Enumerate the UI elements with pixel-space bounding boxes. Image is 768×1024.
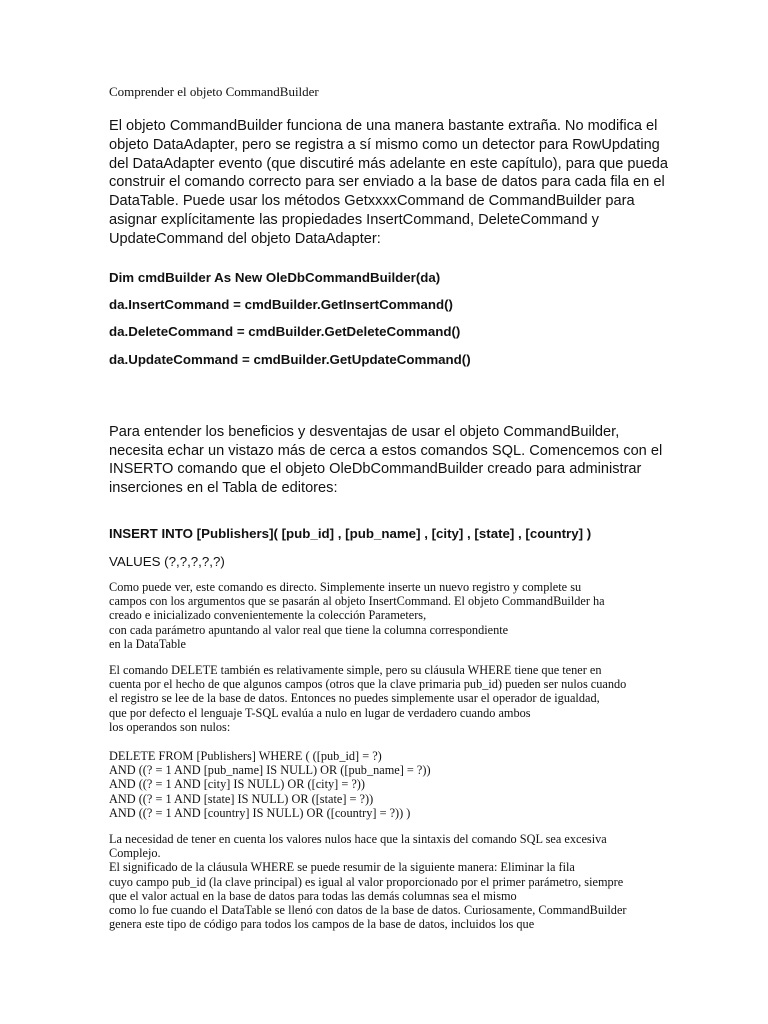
paragraph-line: genera este tipo de código para todos los campos de la base de datos, incluidos los que (109, 917, 535, 932)
sql-line: DELETE FROM [Publishers] WHERE ( ([pub_id] = ?) (109, 749, 382, 763)
intro2-line: necesita echar un vistazo más de cerca a estos comandos SQL. Comencemos con el (109, 442, 663, 459)
paragraph-line: creado e inicializado convenientemente la colección Parameters, (109, 608, 427, 623)
paragraph-line: el registro se lee de la base de datos. Entonces no puedes simplemente usar el operador de igualdad, (109, 691, 600, 706)
paragraph-line: cuyo campo pub_id (la clave principal) es igual al valor proporcionado por el primer parámetro, siempre (109, 874, 624, 889)
insert-statement: INSERT INTO [Publishers]( [pub_id] , [pub_name] , [city] , [state] , [country] ) (109, 526, 592, 541)
paragraph-line: Como puede ver, este comando es directo. Simplemente inserte un nuevo registro y complete su (109, 580, 582, 594)
paragraph-line: los operandos son nulos: (109, 719, 231, 734)
intro2-paragraph (109, 423, 759, 497)
intro-paragraph (109, 117, 759, 249)
paragraph-line: cuenta por el hecho de que algunos campos (otros que la clave primaria pub_id) pueden ser nulos cuando (109, 677, 627, 692)
code-line-update-command: da.UpdateCommand = cmdBuilder.GetUpdateCommand() (109, 352, 471, 367)
paragraph-insert-explanation (109, 580, 759, 651)
paragraph-line: como lo fue cuando el DataTable se llenó con datos de la base de datos. Curiosamente, CommandBuilder (109, 903, 627, 918)
intro2-line: Para entender los beneficios y desventajas de usar el objeto CommandBuilder, (109, 424, 620, 440)
sql-line: AND ((? = 1 AND [city] IS NULL) OR ([city] = ?)) (109, 777, 365, 792)
intro-line: asignar explícitamente las propiedades InsertCommand, DeleteCommand y (109, 211, 599, 228)
code-line-dim: Dim cmdBuilder As New OleDbCommandBuilder(da) (109, 270, 441, 285)
title-text: Comprender el objeto CommandBuilder (109, 84, 319, 99)
paragraph-line: El significado de la cláusula WHERE se puede resumir de la siguiente manera: Eliminar la fila (109, 860, 575, 875)
sql-line: AND ((? = 1 AND [pub_name] IS NULL) OR ([pub_name] = ?)) (109, 763, 431, 778)
intro-line: El objeto CommandBuilder funciona de una manera bastante extraña. No modifica el (109, 118, 658, 134)
sql-line: AND ((? = 1 AND [state] IS NULL) OR ([state] = ?)) (109, 791, 374, 806)
intro-line: objeto DataAdapter, pero se registra a sí mismo como un detector para RowUpdating (109, 136, 660, 153)
paragraph-line: campos con los argumentos que se pasarán al objeto InsertCommand. El objeto CommandBuilder ha (109, 594, 605, 609)
sql-line: AND ((? = 1 AND [country] IS NULL) OR ([country] = ?)) ) (109, 805, 411, 820)
page-title (109, 85, 759, 99)
values-statement: VALUES (?,?,?,?,?) (109, 554, 225, 569)
intro-line: del DataAdapter evento (que discutiré más adelante en este capítulo), para que pueda (109, 155, 668, 172)
paragraph-line: que por defecto el lenguaje T-SQL evalúa a nulo en lugar de verdadero cuando ambos (109, 705, 531, 720)
intro-line: DataTable. Puede usar los métodos GetxxxxCommand de CommandBuilder para (109, 193, 635, 210)
paragraph-line: con cada parámetro apuntando al valor real que tiene la columna correspondiente (109, 622, 509, 637)
paragraph-delete-explanation (109, 663, 759, 734)
paragraph-null-handling (109, 832, 759, 931)
intro-line: construir el comando correcto para ser enviado a la base de datos para cada fila en el (109, 174, 665, 191)
code-line-insert-command: da.InsertCommand = cmdBuilder.GetInsertCommand() (109, 297, 453, 312)
code-line-delete-command: da.DeleteCommand = cmdBuilder.GetDeleteCommand() (109, 324, 461, 339)
paragraph-line: que el valor actual en la base de datos para todas las demás columnas sea el mismo (109, 888, 517, 903)
intro2-line: inserciones en el Tabla de editores: (109, 479, 338, 496)
delete-sql-block (109, 749, 759, 820)
intro2-line: INSERTO comando que el objeto OleDbCommandBuilder creado para administrar (109, 461, 642, 478)
paragraph-line: en la DataTable (109, 636, 186, 651)
paragraph-line: La necesidad de tener en cuenta los valores nulos hace que la sintaxis del comando SQL sea excesiva (109, 832, 607, 846)
paragraph-line: Complejo. (109, 846, 161, 861)
paragraph-line: El comando DELETE también es relativamente simple, pero su cláusula WHERE tiene que tener en (109, 663, 602, 677)
intro-line: UpdateCommand del objeto DataAdapter: (109, 230, 381, 247)
